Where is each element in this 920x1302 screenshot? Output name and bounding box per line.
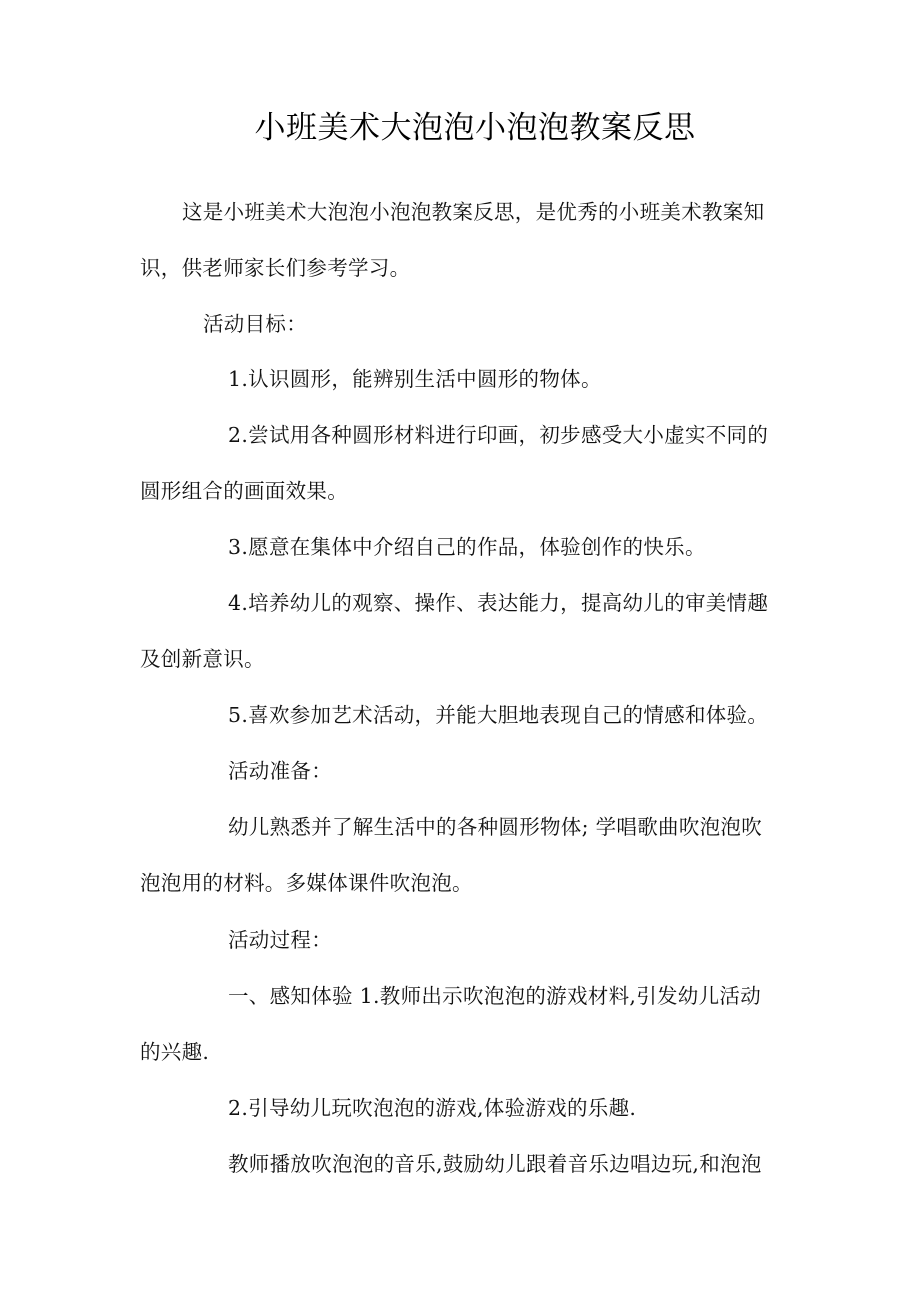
section-heading-process: 活动过程： bbox=[228, 928, 332, 952]
goal-item-1: 1.认识圆形，能辨别生活中圆形的物体。 bbox=[228, 367, 602, 391]
preparation-line-1: 幼儿熟悉并了解生活中的各种圆形物体; 学唱歌曲吹泡泡吹 bbox=[228, 815, 763, 839]
goal-item-4-line-2: 及创新意识。 bbox=[140, 647, 265, 671]
goal-item-2-line-2: 圆形组合的画面效果。 bbox=[140, 479, 348, 503]
document-title: 小班美术大泡泡小泡泡教案反思 bbox=[254, 110, 696, 146]
goal-item-3: 3.愿意在集体中介绍自己的作品，体验创作的快乐。 bbox=[228, 535, 706, 559]
intro-paragraph-line-2: 识，供老师家长们参考学习。 bbox=[140, 256, 411, 280]
preparation-line-2: 泡泡用的材料。多媒体课件吹泡泡。 bbox=[140, 871, 473, 895]
section-heading-goals: 活动目标： bbox=[203, 312, 307, 336]
process-step-1-line-2: 的兴趣. bbox=[140, 1040, 210, 1064]
process-step-1-line-1: 一、感知体验 1.教师出示吹泡泡的游戏材料,引发幼儿活动 bbox=[228, 984, 761, 1008]
process-step-2: 2.引导幼儿玩吹泡泡的游戏,体验游戏的乐趣. bbox=[228, 1096, 637, 1120]
process-step-2-detail: 教师播放吹泡泡的音乐,鼓励幼儿跟着音乐边唱边玩,和泡泡 bbox=[228, 1152, 762, 1176]
goal-item-5: 5.喜欢参加艺术活动，并能大胆地表现自己的情感和体验。 bbox=[228, 703, 769, 727]
intro-paragraph-line-1: 这是小班美术大泡泡小泡泡教案反思，是优秀的小班美术教案知 bbox=[182, 200, 765, 224]
goal-item-4-line-1: 4.培养幼儿的观察、操作、表达能力，提高幼儿的审美情趣 bbox=[228, 591, 769, 615]
goal-item-2-line-1: 2.尝试用各种圆形材料进行印画，初步感受大小虚实不同的 bbox=[228, 423, 769, 447]
section-heading-preparation: 活动准备： bbox=[228, 759, 332, 783]
